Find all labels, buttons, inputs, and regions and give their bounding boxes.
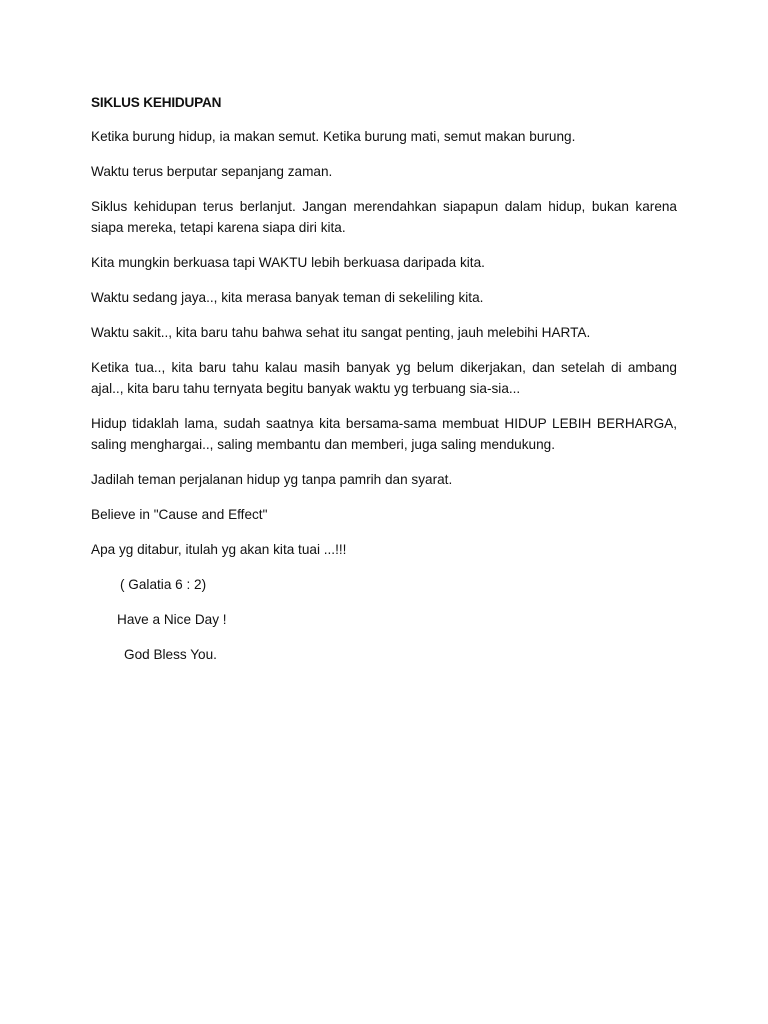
paragraph: Waktu terus berputar sepanjang zaman.: [91, 164, 333, 179]
document-page: [91, 92, 677, 679]
paragraph: Waktu sedang jaya.., kita merasa banyak teman di sekeliling kita.: [91, 290, 484, 305]
paragraph: Apa yg ditabur, itulah yg akan kita tuai ...!!!: [91, 542, 347, 557]
paragraph: Hidup tidaklah lama, sudah saatnya kita bersama-sama membuat HIDUP LEBIH BERHARGA, saling menghargai.., saling membantu dan memberi, juga saling mendukung.: [91, 416, 677, 452]
paragraph: Ketika burung hidup, ia makan semut. Ketika burung mati, semut makan burung.: [91, 129, 576, 144]
document-title: SIKLUS KEHIDUPAN: [91, 95, 222, 110]
closing-line: Have a Nice Day !: [117, 612, 227, 627]
paragraph: Ketika tua.., kita baru tahu kalau masih banyak yg belum dikerjakan, dan setelah di ambang ajal.., kita baru tahu ternyata begitu banyak waktu yg terbuang sia-sia...: [91, 360, 677, 396]
paragraph: Siklus kehidupan terus berlanjut. Jangan merendahkan siapapun dalam hidup, bukan karena siapa mereka, tetapi karena siapa diri kita.: [91, 199, 677, 235]
paragraph: Kita mungkin berkuasa tapi WAKTU lebih berkuasa daripada kita.: [91, 255, 485, 270]
paragraph: Waktu sakit.., kita baru tahu bahwa sehat itu sangat penting, jauh melebihi HARTA.: [91, 325, 591, 340]
paragraph: Jadilah teman perjalanan hidup yg tanpa pamrih dan syarat.: [91, 472, 453, 487]
blessing-line: God Bless You.: [124, 647, 217, 662]
verse-reference: ( Galatia 6 : 2): [120, 577, 207, 592]
paragraph: Believe in "Cause and Effect": [91, 507, 268, 522]
